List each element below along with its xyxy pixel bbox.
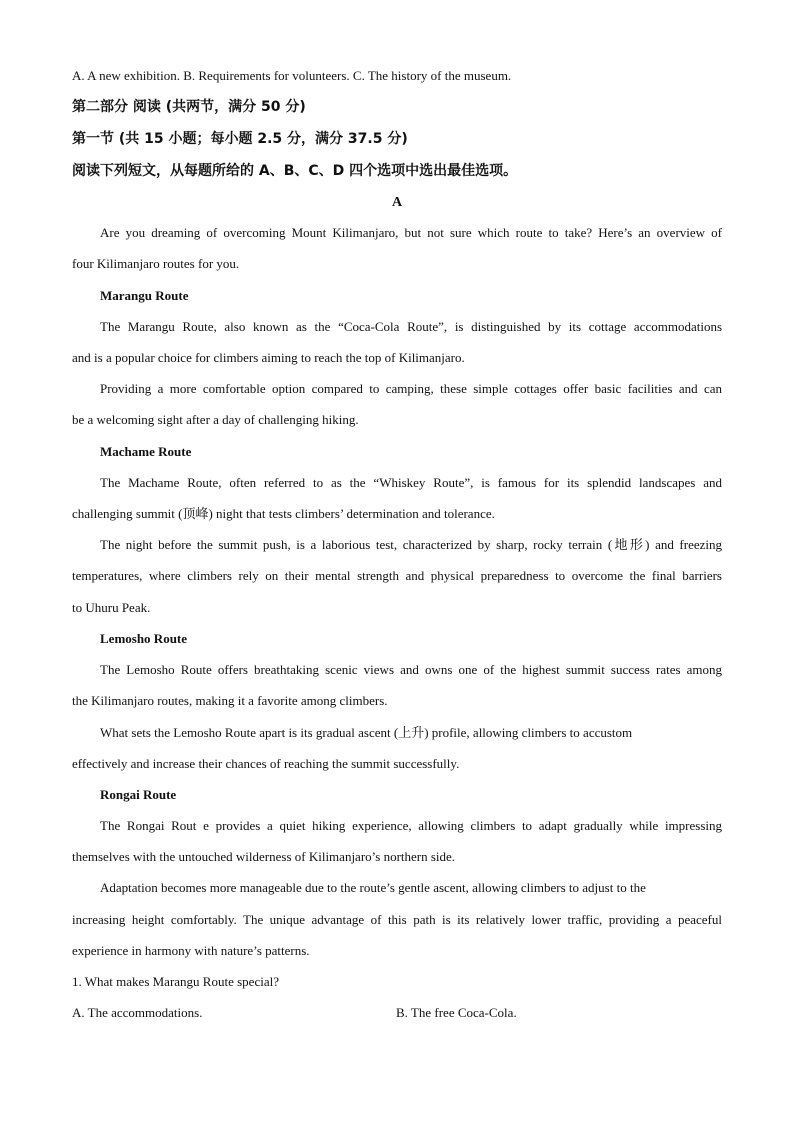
intro-line-2: four Kilimanjaro routes for you. — [72, 256, 240, 271]
question-1-option-b: B. The free Coca-Cola. — [396, 1005, 517, 1020]
intro-line-1: Are you dreaming of overcoming Mount Kilimanjaro, but not sure which route to take? Here’s an overview of — [100, 225, 722, 240]
paragraph-line: experience in harmony with nature’s patterns. — [72, 943, 310, 958]
question-1-stem: 1. What makes Marangu Route special? — [72, 974, 279, 989]
paragraph-line: increasing height comfortably. The unique advantage of this path is its relatively lower traffic, providing a peaceful — [72, 912, 722, 927]
paragraph-line: to Uhuru Peak. — [72, 600, 151, 615]
paragraph-line: be a welcoming sight after a day of challenging hiking. — [72, 412, 359, 427]
route-heading-marangu: Marangu Route — [100, 288, 189, 303]
instruction: 阅读下列短文，从每题所给的 A、B、C、D 四个选项中选出最佳选项。 — [72, 163, 518, 179]
paragraph-line: The Marangu Route, also known as the “Coca-Cola Route”, is distinguished by its cottage accommodations — [100, 319, 722, 334]
paragraph-line: The night before the summit push, is a laborious test, characterized by sharp, rocky terrain (地形) and freezing — [100, 537, 722, 552]
paragraph-line: Adaptation becomes more manageable due to the route’s gentle ascent, allowing climbers to adjust to the — [100, 880, 646, 895]
paragraph-line: The Rongai Rout e provides a quiet hiking experience, allowing climbers to adapt gradually while impressing — [100, 818, 722, 833]
paragraph-line: Providing a more comfortable option compared to camping, these simple cottages offer basic facilities and can — [100, 381, 722, 396]
section-title: 第二部分 阅读 (共两节，满分 50 分) — [72, 99, 306, 115]
paragraph-line: The Lemosho Route offers breathtaking scenic views and owns one of the highest summit success rates among — [100, 662, 722, 677]
paragraph-line: What sets the Lemosho Route apart is its gradual ascent (上升) profile, allowing climbers to accustom — [100, 725, 633, 740]
paragraph-line: The Machame Route, often referred to as the “Whiskey Route”, is famous for its splendid landscapes and — [100, 475, 722, 490]
paragraph-line: themselves with the untouched wilderness of Kilimanjaro’s northern side. — [72, 849, 456, 864]
paragraph-line: the Kilimanjaro routes, making it a favorite among climbers. — [72, 693, 388, 708]
previous-question-options: A. A new exhibition. B. Requirements for volunteers. C. The history of the museum. — [72, 68, 512, 83]
paragraph-line: temperatures, where climbers rely on their mental strength and physical preparedness to overcome the final barriers — [72, 568, 722, 583]
passage-letter: A — [391, 195, 403, 210]
question-1-option-a: A. The accommodations. — [72, 1005, 203, 1020]
route-heading-rongai: Rongai Route — [100, 787, 177, 802]
paragraph-line: challenging summit (顶峰) night that tests climbers’ determination and tolerance. — [72, 506, 495, 521]
route-heading-lemosho: Lemosho Route — [100, 631, 188, 646]
route-heading-machame: Machame Route — [100, 444, 192, 459]
paragraph-line: and is a popular choice for climbers aiming to reach the top of Kilimanjaro. — [72, 350, 465, 365]
subsection-title: 第一节 (共 15 小题；每小题 2.5 分，满分 37.5 分) — [72, 131, 408, 147]
paragraph-line: effectively and increase their chances of reaching the summit successfully. — [72, 756, 460, 771]
